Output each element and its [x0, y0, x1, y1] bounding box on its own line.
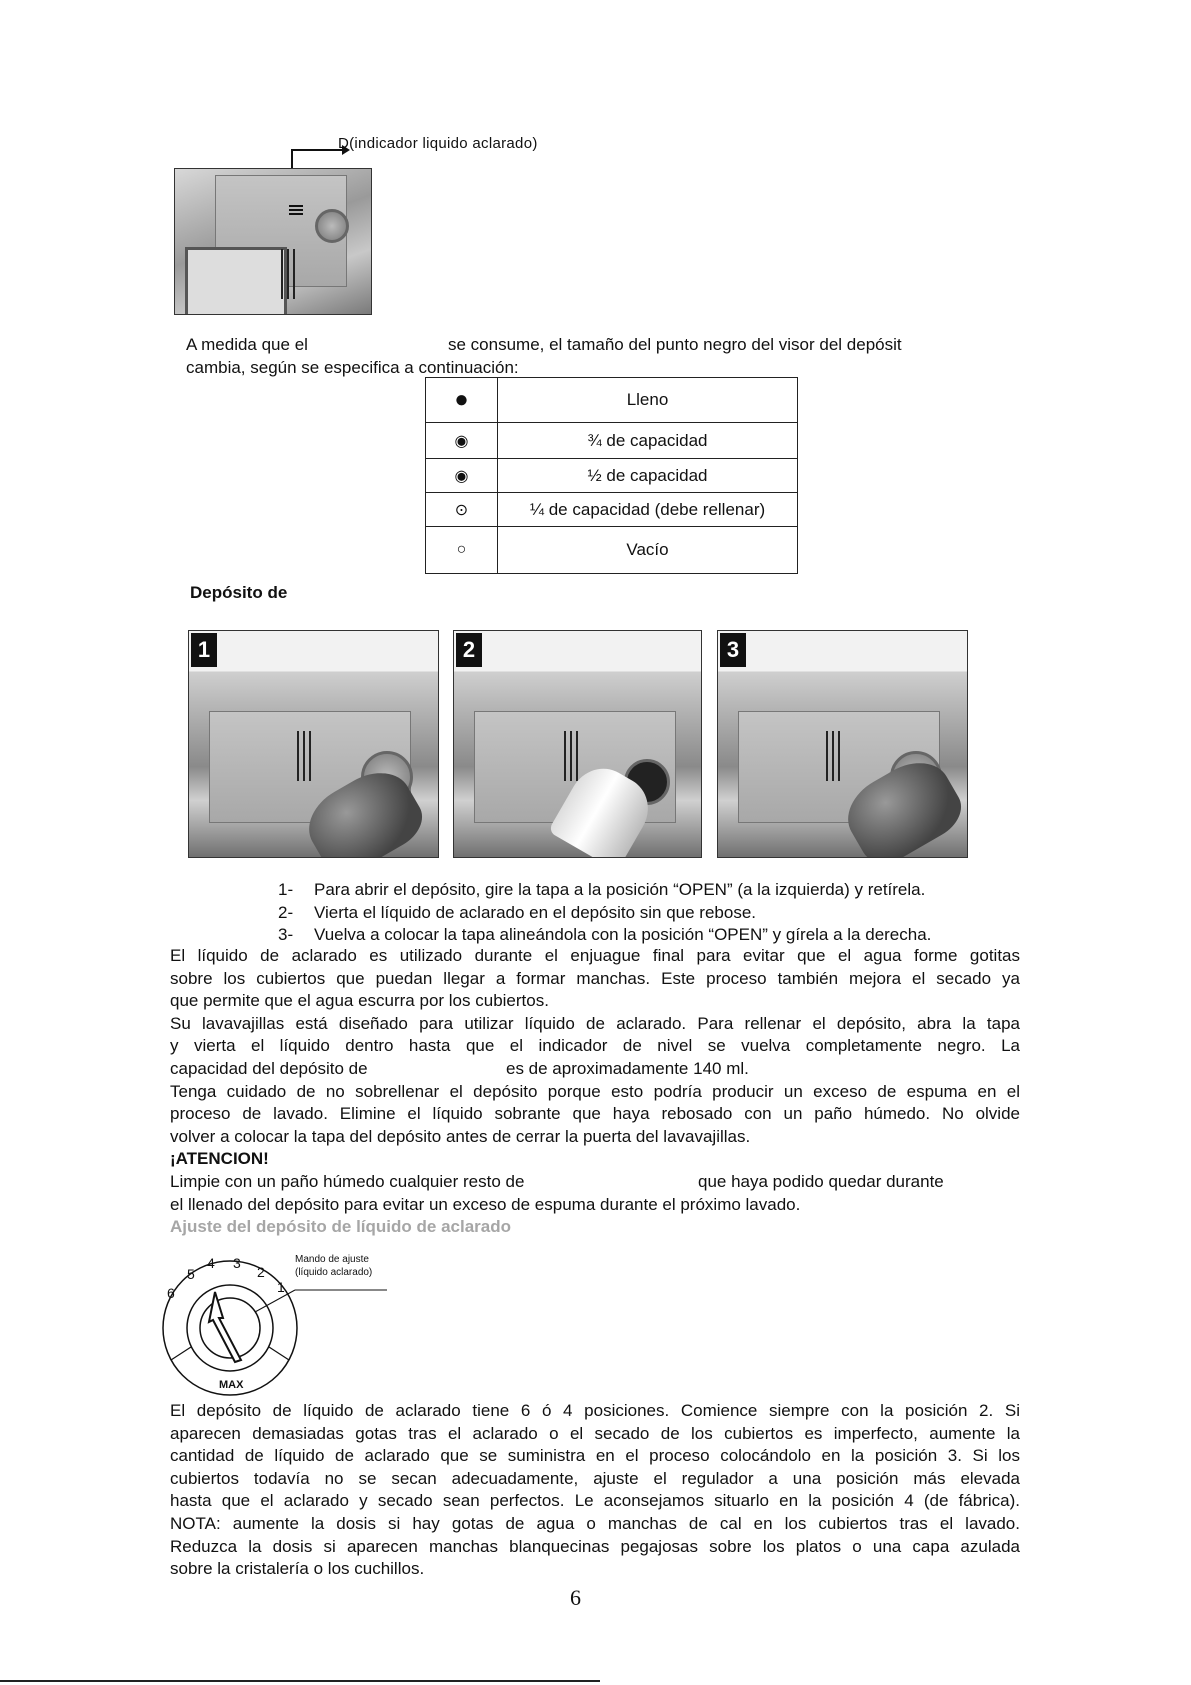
text-fragment: que haya podido quedar durante [698, 1171, 944, 1191]
intro-line-1 [186, 335, 986, 355]
level-icon: ○ [426, 527, 498, 574]
level-icon: ● [426, 378, 498, 423]
table-row [426, 423, 798, 459]
paragraph-1 [170, 945, 1020, 1239]
level-label: ¼ de capacidad (debe rellenar) [498, 493, 798, 527]
step-index: 3- [278, 925, 294, 945]
dispenser-photo [174, 168, 372, 315]
table-row [426, 378, 798, 423]
intro-text-a: A medida que el [186, 335, 308, 354]
arrow-icon [209, 1292, 241, 1362]
dial-callout-line-2: (líquido aclarado) [295, 1267, 373, 1278]
top-figure [170, 130, 570, 320]
level-icon: ◉ [426, 459, 498, 493]
text-line: aparecen demasiadas gotas tras el aclarado o el secado de los cubiertos es imperfecto, aumente la [170, 1423, 1020, 1443]
text-line: NOTA: aumente la dosis si hay gotas de agua o manchas de cal en los cubiertos tras el lavado. [170, 1513, 1020, 1533]
text-fragment: capacidad del depósito de [170, 1058, 368, 1078]
step-photo-3 [717, 630, 968, 858]
step-index: 2- [278, 902, 294, 922]
text-line [170, 1058, 1020, 1081]
text-line: y vierta el líquido dentro hasta que el indicador de nivel se vuelva completamente negro. La [170, 1036, 1020, 1056]
adjust-heading: Ajuste del depósito de líquido de aclarado [170, 1217, 511, 1237]
text-line: sobre la cristalería o los cuchillos. [170, 1559, 425, 1579]
text-line: El depósito de líquido de aclarado tiene 6 ó 4 posiciones. Comience siempre con la posición 2. Si [170, 1401, 1020, 1420]
page-number: 6 [570, 1585, 581, 1610]
step-text: Para abrir el depósito, gire la tapa a la posición “OPEN” (a la izquierda) y retírela. [314, 880, 926, 899]
text-line: El líquido de aclarado es utilizado durante el enjuague final para evitar que el agua forme gotitas [170, 946, 1020, 965]
dial-mark: 1 [277, 1279, 285, 1295]
text-line: hasta que el aclarado y secado sean perfectos. Le aconsejamos situarlo en la posición 4 (de fábrica). [170, 1491, 1020, 1511]
level-icon: ⊙ [426, 493, 498, 527]
list-item [278, 902, 931, 925]
step-photo-1 [188, 630, 439, 858]
step-number: 1 [191, 633, 217, 667]
text-line: el llenado del depósito para evitar un exceso de espuma durante el próximo lavado. [170, 1194, 801, 1214]
dial-max-label: MAX [219, 1379, 244, 1391]
level-label: Lleno [498, 378, 798, 423]
level-label: Vacío [498, 527, 798, 574]
step-number: 2 [456, 633, 482, 667]
step-text: Vierta el líquido de aclarado en el depósito sin que rebose. [314, 902, 756, 922]
text-fragment: Limpie con un paño húmedo cualquier resto de [170, 1171, 525, 1191]
text-line: proceso de lavado. Elimine el líquido sobrante que haya rebosado con un paño húmedo. No olvide [170, 1104, 1020, 1124]
section-heading: Depósito de [190, 583, 288, 602]
steps-list [278, 879, 931, 947]
intro-text-b: se consume, el tamaño del punto negro del visor del depósit [448, 335, 902, 354]
text-fragment: es de aproximadamente 140 ml. [506, 1058, 749, 1078]
level-label: ¾ de capacidad [498, 423, 798, 459]
text-line: Reduzca la dosis si aparecen manchas blanquecinas pegajosas sobre los platos o una capa azulada [170, 1536, 1020, 1556]
dial-mark: 5 [187, 1266, 195, 1282]
text-line: cantidad de líquido de aclarado que se suministra en el proceso colocándolo en la posición 3. Si los [170, 1446, 1020, 1466]
table-row [426, 527, 798, 574]
text-line: volver a colocar la tapa del depósito antes de cerrar la puerta del lavavajillas. [170, 1126, 751, 1146]
step-index: 1- [278, 880, 294, 899]
intro-line-2: cambia, según se especifica a continuación: [186, 358, 519, 377]
dial-callout-line-1: Mando de ajuste [295, 1254, 369, 1265]
paragraph-4 [170, 1400, 1020, 1581]
step-photo-2 [453, 630, 702, 858]
text-line: Su lavavajillas está diseñado para utilizar líquido de aclarado. Para rellenar el depósito, abra la tapa [170, 1013, 1020, 1033]
indicator-label: D(indicador liquido aclarado) [338, 135, 538, 152]
dial-mark: 3 [233, 1255, 241, 1271]
warning-title: ¡ATENCION! [170, 1149, 269, 1169]
list-item [278, 924, 931, 947]
text-line: Tenga cuidado de no sobrellenar el depósito porque esto podría producir un exceso de espuma en el [170, 1081, 1020, 1101]
dial-mark: 4 [207, 1255, 215, 1271]
table-row [426, 493, 798, 527]
text-line: que permite que el agua escurra por los cubiertos. [170, 991, 549, 1011]
text-line [170, 1171, 1020, 1194]
list-item [278, 879, 931, 902]
text-line: sobre los cubiertos que puedan llegar a formar manchas. Este proceso también mejora el secado ya [170, 968, 1020, 988]
step-text: Vuelva a colocar la tapa alineándola con la posición “OPEN” y gírela a la derecha. [314, 925, 932, 945]
text-line: cubiertos todavía no se secan adecuadamente, ajuste el regulador a una posición más elevada [170, 1468, 1020, 1488]
footer-rule [0, 1680, 600, 1682]
adjust-dial-diagram [155, 1252, 435, 1402]
level-icon: ◉ [426, 423, 498, 459]
table-row [426, 459, 798, 493]
level-label: ½ de capacidad [498, 459, 798, 493]
dial-mark: 2 [257, 1264, 265, 1280]
dial-mark: 6 [167, 1285, 175, 1301]
step-number: 3 [720, 633, 746, 667]
levels-table [425, 377, 798, 574]
